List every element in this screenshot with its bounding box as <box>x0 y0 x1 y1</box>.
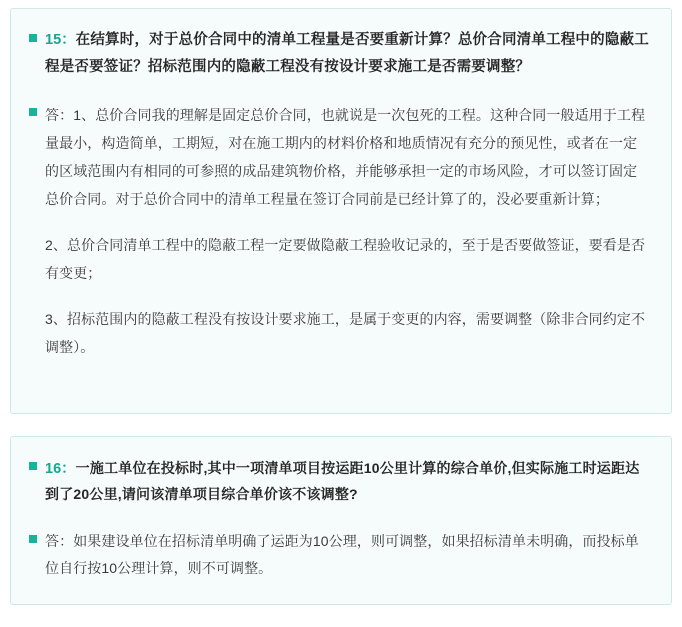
qa-card <box>10 436 672 606</box>
question-text: 在结算时，对于总价合同中的清单工程量是否要重新计算？总价合同清单工程中的隐蔽工程是否要签证？招标范围内的隐蔽工程没有按设计要求施工是否需要调整？ <box>45 32 649 75</box>
answer-paragraph <box>45 528 649 583</box>
answer-row <box>29 101 649 361</box>
answer-paragraph-text: 如果建设单位在招标清单明确了运距为10公理，则可调整，如果招标清单未明确，而投标单位自行按10公理计算，则不可调整。 <box>45 532 639 577</box>
qa-card <box>10 8 672 414</box>
square-bullet-icon <box>29 108 37 116</box>
answer-row <box>29 528 649 583</box>
question-body <box>45 27 649 81</box>
answer-paragraph: 3、招标范围内的隐蔽工程没有按设计要求施工，是属于变更的内容，需要调整（除非合同约定不调整）。 <box>45 310 646 355</box>
question-number: 16： <box>45 460 76 477</box>
answer-label: 答： <box>45 106 74 123</box>
question-body <box>45 455 649 508</box>
answer-paragraph: 2、总价合同清单工程中的隐蔽工程一定要做隐蔽工程验收记录的，至于是否要做签证，要看是否有变更； <box>45 236 646 281</box>
question-text: 一施工单位在投标时,其中一项清单项目按运距10公里计算的综合单价,但实际施工时运距达到了20公里,请问该清单项目综合单价该不该调整? <box>45 459 640 503</box>
square-bullet-icon <box>29 462 37 470</box>
question-row <box>29 27 649 81</box>
question-number: 15： <box>45 32 76 48</box>
square-bullet-icon <box>29 535 37 543</box>
answer-paragraph-text: 1、总价合同我的理解是固定总价合同，也就说是一次包死的工程。这种合同一般适用于工程量最小，构造简单，工期短，对在施工期内的材料价格和地质情况有充分的预见性，或者在一定的区域范围内有相同的可参照的成品建筑物价格，并能够承担一定的市场风险，才可以签订固定总价合同。对于总价合同中的清单工程量在签订合同前是已经计算了的，没必要重新计算； <box>45 106 646 207</box>
question-row <box>29 455 649 508</box>
answer-body <box>45 101 649 361</box>
answer-body <box>45 528 649 583</box>
answer-paragraph <box>45 101 649 213</box>
answer-label: 答： <box>45 532 74 549</box>
square-bullet-icon <box>29 34 37 42</box>
